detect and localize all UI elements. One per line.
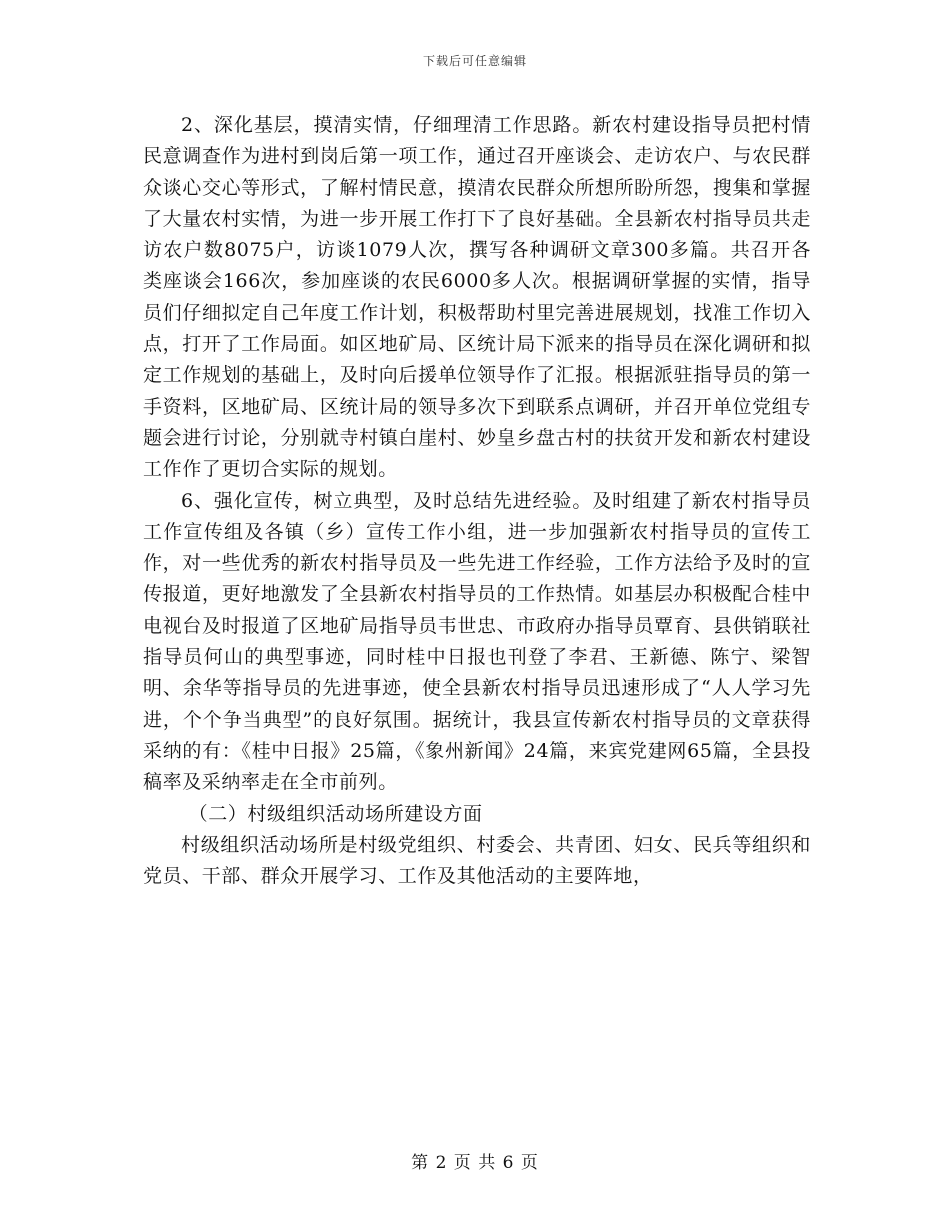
paragraph-publicity: 6、强化宣传，树立典型，及时总结先进经验。及时组建了新农村指导员工作宣传组及各镇（乡）宣传工作小组，进一步加强新农村指导员的宣传工作，对一些优秀的新农村指导员及一些先进工作经验，工作方法给予及时的宣传报道，更好地激发了全县新农村指导员的工作热情。如基层办积极配合桂中电视台及时报道了区地矿局指导员韦世忠、市政府办指导员覃育、县供销联社指导员何山的典型事迹，同时桂中日报也刊登了李君、王新德、陈宁、梁智明、余华等指导员的先进事迹，使全县新农村指导员迅速形成了“人人学习先进，个个争当典型”的良好氛围。据统计，我县宣传新农村指导员的文章获得采纳的有：《桂中日报》25篇，《象州新闻》24篇，来宾党建网65篇，全县投稿率及采纳率走在全市前列。 (143, 489, 811, 794)
page-footer: 第 2 页 共 6 页 (411, 1153, 539, 1173)
paragraph-activity-venues: 村级组织活动场所是村级党组织、村委会、共青团、妇女、民兵等组织和党员、干部、群众开展学习、工作及其他活动的主要阵地， (143, 833, 811, 888)
section-subheading: （二）村级组织活动场所建设方面 (188, 802, 483, 825)
paragraph-investigation: 2、深化基层，摸清实情，仔细理清工作思路。新农村建设指导员把村情民意调查作为进村到岗后第一项工作，通过召开座谈会、走访农户、与农民群众谈心交心等形式，了解村情民意，摸清农民群众所想所盼所怨，搜集和掌握了大量农村实情，为进一步开展工作打下了良好基础。全县新农村指导员共走访农户数8075户，访谈1079人次，撰写各种调研文章300多篇。共召开各类座谈会166次，参加座谈的农民6000多人次。根据调研掌握的实情，指导员们仔细拟定自己年度工作计划，积极帮助村里完善进展规划，找准工作切入点，打开了工作局面。如区地矿局、区统计局下派来的指导员在深化调研和拟定工作规划的基础上，及时向后援单位领导作了汇报。根据派驻指导员的第一手资料，区地矿局、区统计局的领导多次下到联系点调研，并召开单位党组专题会进行讨论，分别就寺村镇白崖村、妙皇乡盘古村的扶贫开发和新农村建设工作作了更切合实际的规划。 (143, 114, 811, 481)
page-header: 下载后可任意编辑 (422, 54, 527, 68)
document-body (143, 110, 811, 892)
